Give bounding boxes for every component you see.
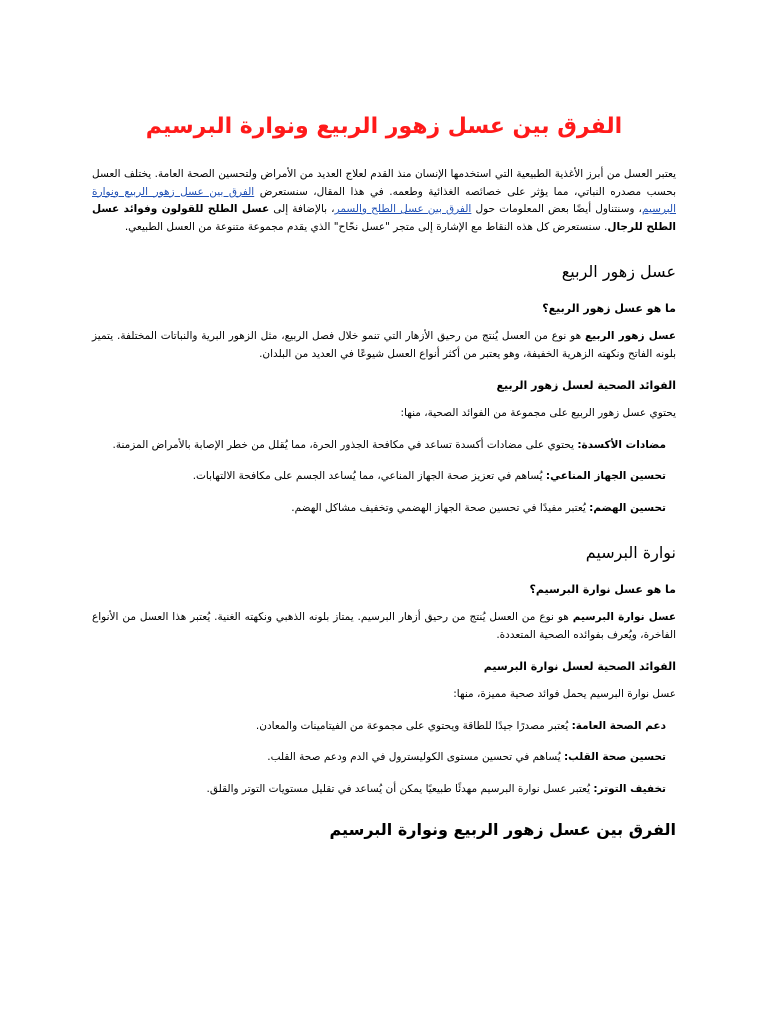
list-item — [92, 718, 666, 736]
clover-definition-paragraph — [92, 609, 676, 644]
list-item-label: مضادات الأكسدة: — [577, 438, 666, 451]
list-item — [92, 468, 666, 486]
subheading-what-is-spring: ما هو عسل زهور الربيع؟ — [542, 302, 676, 315]
list-item-label: تحسين الهضم: — [589, 501, 666, 514]
spring-benefits-list — [92, 437, 676, 518]
list-item — [92, 781, 666, 799]
list-item-label: تحسين الجهاز المناعي: — [545, 470, 666, 482]
intro-text-1: يعتبر العسل من أبرز الأغذية الطبيعية التي استخدمها الإنسان منذ القدم لعلاج العديد من الأمراض ولتحسين الصحة العامة. يختلف العسل بحسب مصدره النباتي، مما يؤثر على خصائصه الغذائية وطعمه. في هذا المقال، سنستعرض — [92, 168, 676, 198]
clover-benefits-list — [92, 718, 676, 799]
spring-benefits-intro: يحتوي عسل زهور الربيع على مجموعة من الفوائد الصحية، منها: — [400, 407, 676, 419]
list-item-text: يحتوي على مضادات أكسدة تساعد في مكافحة الجذور الحرة، مما يُقلل من خطر الإصابة بالأمراض المزمنة. — [112, 438, 578, 451]
clover-benefits-intro: عسل نوارة البرسيم يحمل فوائد صحية مميزة، منها: — [453, 688, 676, 700]
list-item-text: يُعتبر مفيدًا في تحسين صحة الجهاز الهضمي وتخفيف مشاكل الهضم. — [291, 501, 590, 514]
clover-definition-text: هو نوع من العسل يُنتج من رحيق أزهار البرسيم. يمتاز بلونه الذهبي ونكهته الغنية. يُعتبر هذا العسل من الأنواع الفاخرة، ويُعرف بفوائده الصحية المتعددة. — [92, 611, 676, 641]
intro-text-2: ، وسنتناول أيضًا بعض المعلومات حول — [471, 203, 642, 215]
subheading-what-is-clover: ما هو عسل نوارة البرسيم؟ — [529, 583, 676, 596]
list-item-label: تخفيف التوتر: — [593, 782, 666, 795]
page-title: الفرق بين عسل زهور الربيع ونوارة البرسيم — [145, 114, 623, 139]
section-heading-spring: عسل زهور الربيع — [561, 262, 676, 281]
list-item-text: يُساهم في تحسين مستوى الكوليسترول في الدم ودعم صحة القلب. — [267, 751, 564, 763]
section-heading-difference: الفرق بين عسل زهور الربيع ونوارة البرسيم — [329, 820, 676, 839]
list-item-label: تحسين صحة القلب: — [563, 751, 666, 763]
clover-definition-bold: عسل نوارة البرسيم — [572, 611, 676, 623]
intro-text-3: ، بالإضافة إلى — [269, 203, 335, 215]
subheading-spring-benefits: الفوائد الصحية لعسل زهور الربيع — [496, 379, 676, 392]
list-item-text: يُعتبر عسل نوارة البرسيم مهدئًا طبيعيًا يمكن أن يُساعد في تقليل مستويات التوتر والقلق. — [206, 782, 594, 795]
intro-bold-talh-benefits: عسل الطلح للقولون وفوائد عسل الطلح للرجال — [92, 203, 676, 233]
link-spring-vs-clover[interactable]: الفرق بين عسل زهور الربيع ونوارة البرسيم — [92, 185, 676, 215]
link-talh-vs-samar[interactable]: الفرق بين عسل الطلح والسمر — [334, 203, 472, 215]
list-item — [92, 749, 666, 767]
spring-definition-text: هو نوع من العسل يُنتج من رحيق الأزهار التي تنمو خلال فصل الربيع، مثل الزهور البرية والنباتات المختلفة. يتميز بلونه الفاتح ونكهته الزهرية الخفيفة، وهو يعتبر من أكثر أنواع العسل شيوعًا في العديد من البلدان. — [92, 330, 676, 360]
section-heading-clover: نوارة البرسيم — [585, 543, 676, 562]
list-item — [92, 437, 666, 455]
list-item-text: يُساهم في تعزيز صحة الجهاز المناعي، مما يُساعد الجسم على مكافحة الالتهابات. — [192, 470, 546, 482]
list-item — [92, 500, 666, 518]
list-item-text: يُعتبر مصدرًا جيدًا للطاقة ويحتوي على مجموعة من الفيتامينات والمعادن. — [255, 719, 572, 732]
spring-definition-paragraph — [92, 328, 676, 363]
list-item-label: دعم الصحة العامة: — [571, 719, 666, 732]
subheading-clover-benefits: الفوائد الصحية لعسل نوارة البرسيم — [483, 660, 676, 673]
intro-text-4: . سنستعرض كل هذه النقاط مع الإشارة إلى متجر "عسل نحّاح" الذي يقدم مجموعة متنوعة من العسل الطبيعي. — [124, 220, 608, 233]
intro-paragraph — [92, 166, 676, 236]
spring-definition-bold: عسل زهور الربيع — [585, 330, 677, 342]
article-body — [92, 110, 676, 842]
